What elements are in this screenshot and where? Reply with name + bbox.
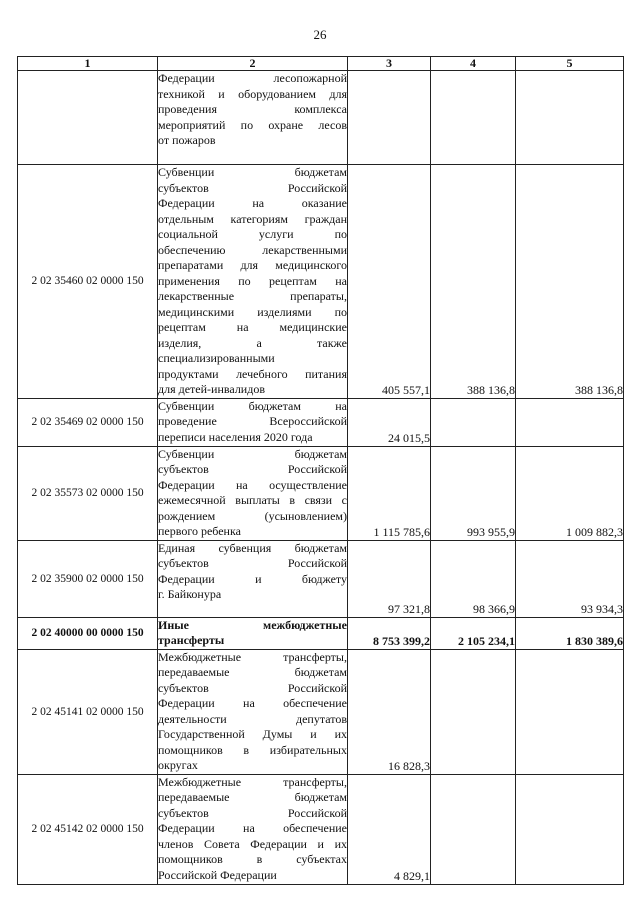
- amount-cell-4: [431, 774, 516, 884]
- description-line: переписи населения 2020 года: [158, 429, 313, 444]
- description-line: ежемесячной выплаты в связи с: [158, 493, 347, 507]
- description-line: субъектов Российской: [158, 680, 347, 695]
- amount-cell-4: [431, 398, 516, 446]
- description-line: помощников в избирательных: [158, 742, 347, 757]
- budget-code-cell: 2 02 40000 00 0000 150: [18, 617, 158, 649]
- budget-code-cell: [18, 71, 158, 165]
- description-line: Федерации на оказание: [158, 196, 347, 210]
- budget-code-cell: 2 02 35900 02 0000 150: [18, 540, 158, 617]
- description-line: техникой и оборудованием для: [158, 86, 347, 101]
- amount-cell-3: 405 557,1: [348, 165, 431, 399]
- column-header: 1: [18, 57, 158, 71]
- description-line: Государственной Думы и их: [158, 727, 347, 741]
- description-line: Российской Федерации: [158, 867, 277, 882]
- amount-cell-5: [516, 649, 624, 774]
- description-cell: [158, 446, 348, 540]
- description-line: членов Совета Федерации и их: [158, 836, 347, 851]
- amount-cell-4: [431, 649, 516, 774]
- description-line: помощников в субъектах: [158, 852, 347, 866]
- description-line: округах: [158, 758, 198, 772]
- amount-cell-5: 93 934,3: [516, 540, 624, 617]
- table-row: [18, 617, 624, 649]
- budget-code-cell: 2 02 45141 02 0000 150: [18, 649, 158, 774]
- description-line: Межбюджетные трансферты,: [158, 649, 347, 664]
- description-line: первого ребенка: [158, 524, 241, 538]
- description-line: Субвенции бюджетам: [158, 165, 347, 179]
- amount-cell-5: [516, 398, 624, 446]
- description-cell: [158, 617, 348, 649]
- description-line: Федерации на осуществление: [158, 477, 347, 492]
- description-line: субъектов Российской: [158, 556, 347, 570]
- description-line: проведение Всероссийской: [158, 414, 347, 428]
- description-line: Единая субвенция бюджетам: [158, 540, 347, 555]
- amount-cell-3: 97 321,8: [348, 540, 431, 617]
- amount-cell-3: 24 015,5: [348, 398, 431, 446]
- description-line: Федерации на обеспечение: [158, 821, 347, 835]
- description-line: Федерации лесопожарной: [158, 71, 347, 85]
- description-cell: [158, 398, 348, 446]
- column-header: 2: [158, 57, 348, 71]
- description-line: от пожаров: [158, 133, 216, 147]
- description-line: субъектов Российской: [158, 805, 347, 820]
- amount-cell-4: 2 105 234,1: [431, 617, 516, 649]
- amount-cell-5: 388 136,8: [516, 165, 624, 399]
- amount-cell-5: 1 830 389,6: [516, 617, 624, 649]
- page-number: 26: [313, 27, 327, 42]
- table-row: [18, 165, 624, 399]
- amount-cell-3: 1 115 785,6: [348, 446, 431, 540]
- amount-cell-4: 98 366,9: [431, 540, 516, 617]
- description-line: изделия, а также: [158, 335, 347, 350]
- table-row: [18, 774, 624, 884]
- description-line: рождением (усыновлением): [158, 508, 347, 523]
- description-line: субъектов Российской: [158, 180, 347, 195]
- description-line: применения по рецептам на: [158, 273, 347, 288]
- description-line: проведения комплекса: [158, 102, 347, 116]
- amount-cell-4: 388 136,8: [431, 165, 516, 399]
- amount-cell-5: [516, 71, 624, 165]
- table-row: [18, 446, 624, 540]
- description-line: деятельности депутатов: [158, 711, 347, 726]
- budget-code-cell: 2 02 35573 02 0000 150: [18, 446, 158, 540]
- description-line: продуктами лечебного питания: [158, 366, 347, 381]
- column-header: 3: [348, 57, 431, 71]
- description-line: Федерации на обеспечение: [158, 696, 347, 710]
- amount-cell-3: 8 753 399,2: [348, 617, 431, 649]
- budget-code-cell: 2 02 45142 02 0000 150: [18, 774, 158, 884]
- budget-table: [17, 56, 624, 885]
- table-row: [18, 540, 624, 617]
- table-row: [18, 71, 624, 165]
- table-row: [18, 649, 624, 774]
- description-line: отдельным категориям граждан: [158, 211, 347, 226]
- description-line: мероприятий по охране лесов: [158, 117, 347, 132]
- amount-cell-4: 993 955,9: [431, 446, 516, 540]
- description-line: лекарственные препараты,: [158, 289, 347, 303]
- description-line: Межбюджетные трансферты,: [158, 774, 347, 789]
- description-cell: [158, 165, 348, 399]
- description-line: передаваемые бюджетам: [158, 790, 347, 804]
- description-line: рецептам на медицинские: [158, 320, 347, 334]
- amount-cell-3: 4 829,1: [348, 774, 431, 884]
- description-line: Иные межбюджетные: [158, 617, 347, 632]
- amount-cell-5: 1 009 882,3: [516, 446, 624, 540]
- description-cell: [158, 774, 348, 884]
- description-cell: [158, 540, 348, 617]
- description-cell: [158, 71, 348, 165]
- amount-cell-3: 16 828,3: [348, 649, 431, 774]
- description-line: для детей-инвалидов: [158, 382, 265, 396]
- table-row: [18, 398, 624, 446]
- budget-code-cell: 2 02 35460 02 0000 150: [18, 165, 158, 399]
- description-line: специализированными: [158, 351, 275, 365]
- description-line: препаратами для медицинского: [158, 258, 347, 272]
- description-line: субъектов Российской: [158, 462, 347, 476]
- column-header: 5: [516, 57, 624, 71]
- amount-cell-4: [431, 71, 516, 165]
- header-row: [18, 57, 624, 71]
- description-line: г. Байконура: [158, 587, 222, 601]
- description-line: Федерации и бюджету: [158, 571, 347, 586]
- description-line: социальной услуги по: [158, 227, 347, 241]
- amount-cell-5: [516, 774, 624, 884]
- amount-cell-3: [348, 71, 431, 165]
- budget-code-cell: 2 02 35469 02 0000 150: [18, 398, 158, 446]
- description-line: передаваемые бюджетам: [158, 665, 347, 679]
- description-line: обеспечению лекарственными: [158, 242, 347, 257]
- description-line: медицинскими изделиями по: [158, 304, 347, 319]
- description-cell: [158, 649, 348, 774]
- column-header: 4: [431, 57, 516, 71]
- description-line: Субвенции бюджетам: [158, 446, 347, 461]
- description-line: трансферты: [158, 633, 225, 647]
- description-line: Субвенции бюджетам на: [158, 398, 347, 413]
